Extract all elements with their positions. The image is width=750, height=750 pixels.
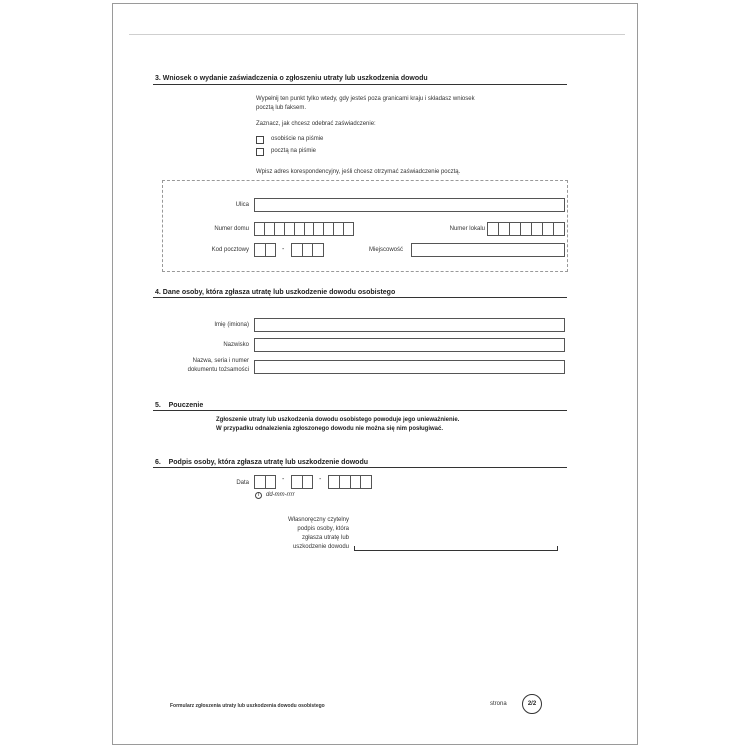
apartment-number-field[interactable] xyxy=(487,222,565,236)
notice-line1: Zgłoszenie utraty lub uszkodzenia dowodu osobistego powoduje jego unieważnienie. xyxy=(216,417,460,423)
date-dash-2: - xyxy=(319,476,322,483)
section-3-rule xyxy=(153,84,567,85)
date-label: Data xyxy=(236,480,249,486)
city-label: Miejscowość xyxy=(368,247,403,253)
footer-page-label: strona xyxy=(490,701,507,707)
info-icon: i xyxy=(255,492,262,499)
house-number-label: Numer domu xyxy=(214,226,249,232)
apartment-number-label: Numer lokalu xyxy=(449,226,485,232)
street-field[interactable] xyxy=(254,198,565,212)
postal-code-part1-field[interactable] xyxy=(254,243,276,257)
house-number-field[interactable] xyxy=(254,222,354,236)
option-in-person-checkbox[interactable] xyxy=(256,136,264,144)
date-day-field[interactable] xyxy=(254,475,276,489)
section-5-title: 5. Pouczenie xyxy=(155,402,204,409)
form-page xyxy=(112,3,638,745)
last-name-label: Nazwisko xyxy=(223,342,249,348)
city-field[interactable] xyxy=(411,243,565,257)
signature-label-line1: Własnoręczny czytelny xyxy=(287,517,349,523)
section-3-title: 3. Wniosek o wydanie zaświadczenia o zgłoszeniu utraty lub uszkodzenia dowodu xyxy=(155,75,428,82)
section-4-rule xyxy=(153,297,567,298)
option-in-person-label: osobiście na piśmie xyxy=(271,136,324,142)
identity-document-label-line1: Nazwa, seria i numer xyxy=(192,358,249,364)
date-dash-1: - xyxy=(282,476,285,483)
identity-document-label-line2: dokumentu tożsamości xyxy=(187,367,249,373)
date-format-hint: dd-mm-rrrr xyxy=(266,492,295,498)
street-label: Ulica xyxy=(235,202,249,208)
section-6-rule xyxy=(153,467,567,468)
signature-line[interactable] xyxy=(354,550,558,551)
date-year-field[interactable] xyxy=(328,475,372,489)
postal-code-dash: - xyxy=(282,246,285,253)
signature-label-line2: podpis osoby, która xyxy=(297,526,349,532)
signature-line-tick-right xyxy=(557,546,558,550)
date-month-field[interactable] xyxy=(291,475,313,489)
first-name-field[interactable] xyxy=(254,318,565,332)
footer-form-name: Formularz zgłoszenia utraty lub uszkodzenia dowodu osobistego xyxy=(170,703,325,709)
section-4-title: 4. Dane osoby, która zgłasza utratę lub uszkodzenie dowodu osobistego xyxy=(155,289,396,296)
postal-code-part2-field[interactable] xyxy=(291,243,324,257)
section-3-intro-line2: pocztą lub faksem. xyxy=(256,105,307,111)
section-3-choose-label: Zaznacz, jak chcesz odebrać zaświadczenie: xyxy=(256,121,376,127)
page-number-badge: 2/2 xyxy=(522,694,542,714)
header-divider xyxy=(129,34,625,35)
notice-line2: W przypadku odnalezienia zgłoszonego dowodu nie można się nim posługiwać. xyxy=(216,426,444,432)
section-3-intro-line1: Wypełnij ten punkt tylko wtedy, gdy jesteś poza granicami kraju i składasz wniosek xyxy=(256,96,475,102)
signature-label-line3: zgłasza utratę lub xyxy=(301,535,349,541)
address-hint: Wpisz adres korespondencyjny, jeśli chcesz otrzymać zaświadczenie pocztą. xyxy=(256,169,461,175)
option-by-post-label: pocztą na piśmie xyxy=(271,148,317,154)
option-by-post-checkbox[interactable] xyxy=(256,148,264,156)
identity-document-field[interactable] xyxy=(254,360,565,374)
postal-code-label: Kod pocztowy xyxy=(211,247,249,253)
section-6-title: 6. Podpis osoby, która zgłasza utratę lub uszkodzenie dowodu xyxy=(155,459,369,466)
signature-label-line4: uszkodzenie dowodu xyxy=(292,544,349,550)
last-name-field[interactable] xyxy=(254,338,565,352)
section-5-rule xyxy=(153,410,567,411)
first-name-label: Imię (imiona) xyxy=(214,322,249,328)
